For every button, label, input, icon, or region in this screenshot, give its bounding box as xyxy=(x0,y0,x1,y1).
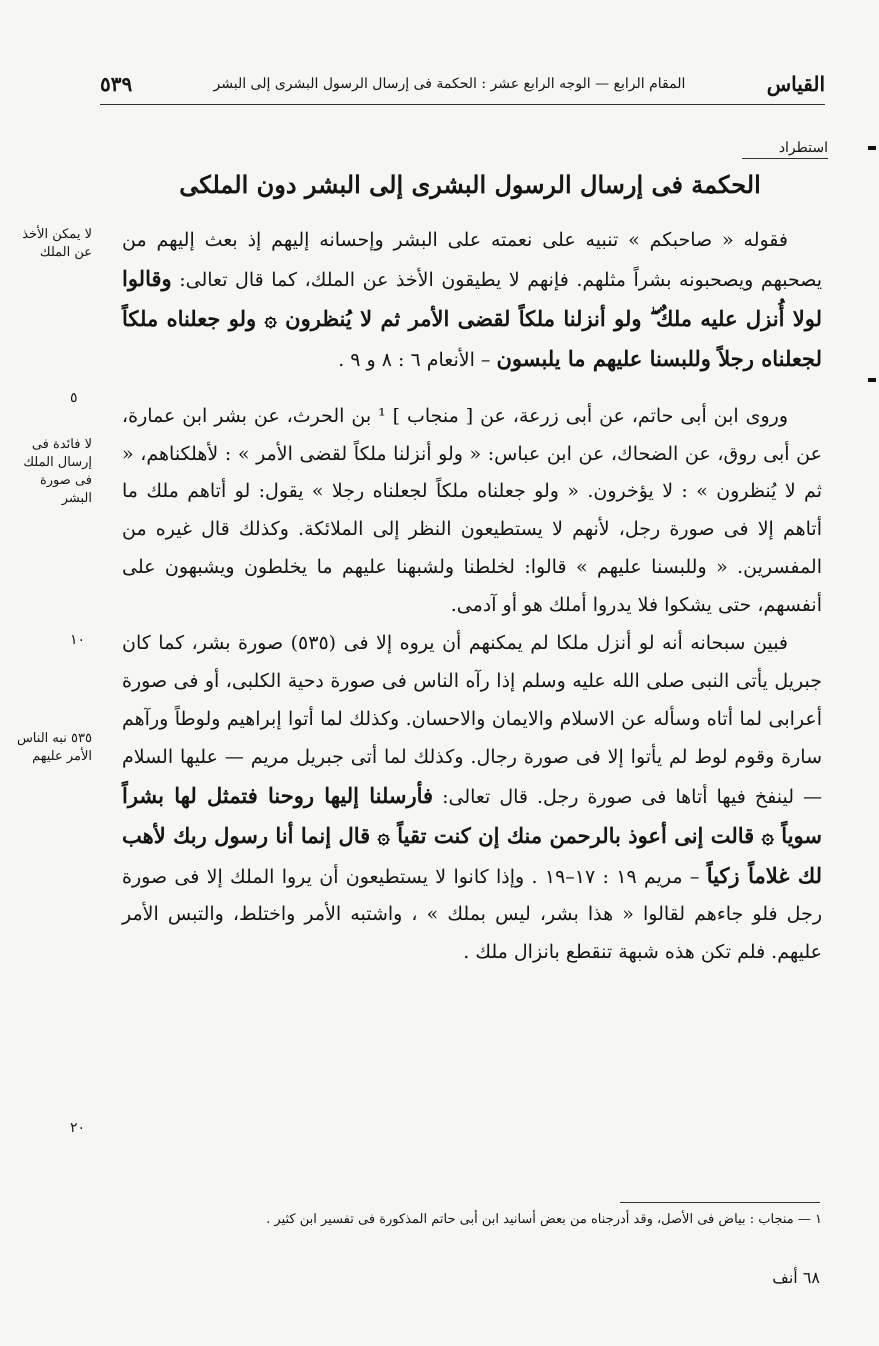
side-note-3: ٥٣٥ نبه الناس الأمر عليهم xyxy=(16,731,92,764)
paragraph-3-outro: وإذا كانوا لا يستطيعون أن يروا الملك إلا فى صورة رجل فلو جاءهم لقالوا « هذا بشر، ليس بملك » ، واشتبه الأمر واختلط، والتبس الأمر عليهم. فلم تكن هذه شبهة تنقطع بانزال ملك . xyxy=(122,865,822,964)
margin-marker xyxy=(868,146,876,150)
paragraph-3 xyxy=(122,625,822,972)
side-note-2: لا فائدة فى إرسال الملك فى صورة البشر xyxy=(23,437,92,506)
footnote-rule xyxy=(620,1202,820,1203)
paragraph-1-intro: فقوله « صاحبكم » تنبيه على نعمته على البشر وإحسانه إليهم إذ بعث إليهم من يصحبهم ويصحبونه بشراً مثلهم. فإنهم لا يطيقون الأخذ عن الملك، كما قال تعالى: xyxy=(122,229,822,291)
signature-mark: ٦٨ أنف xyxy=(772,1268,820,1287)
line-number-10: ١٠ xyxy=(70,632,86,648)
verse-reference-2: – مريم ١٩ : ١٧–١٩ . xyxy=(531,865,700,888)
footnote: ١ — منجاب : بياض فى الأصل، وقد أدرجناه من بعض أسانيد ابن أبى حاتم المذكورة فى تفسير ابن كثير . xyxy=(266,1212,822,1227)
running-header xyxy=(100,66,825,102)
body-text xyxy=(122,222,822,972)
quran-verse-1: وقالوا لولا أُنزل عليه ملكٌ ۖ ولو أنزلنا ملكاً لقضى الأمر ثم لا يُنظرون ۞ ولو جعلناه ملكاً لجعلناه رجلاً وللبسنا عليهم ما يلبسون xyxy=(122,265,822,371)
paragraph-1 xyxy=(122,222,822,380)
verse-reference-1: – الأنعام ٦ : ٨ و ٩ . xyxy=(338,348,491,371)
side-note-1: لا يمكن الأخذ عن الملك xyxy=(22,227,92,260)
paragraph-3-intro: فبين سبحانه أنه لو أنزل ملكا لم يمكنهم أن يروه إلا فى (٥٣٥) صورة بشر، كما كان جبريل يأتى النبى صلى الله عليه وسلم إذا رآه الناس فى صورة دحية الكلبى، أو فى صورة أعرابى لما أتاه وسأله عن الاسلام والايمان والاحسان. وكذلك لما أتوا إبراهيم ولوطاً ورآهم سارة وقوم لوط لم يأتوا إلا فى صورة رجال. وكذلك لما أتى جبريل مريم — عليها السلام — لينفخ فيها أتاها فى صورة رجل. قال تعالى: xyxy=(122,632,822,808)
section-title: الحكمة فى إرسال الرسول البشرى إلى البشر دون الملكى xyxy=(179,170,761,199)
section-label: استطراد xyxy=(742,140,828,159)
margin-marker xyxy=(868,378,876,382)
running-title: المقام الرابع — الوجه الرابع عشر : الحكمة فى إرسال الرسول البشرى إلى البشر xyxy=(213,76,686,92)
header-rule xyxy=(100,104,825,105)
paragraph-2 xyxy=(122,398,822,625)
paragraph-2-text: وروى ابن أبى حاتم، عن أبى زرعة، عن [ منجاب ] ¹ بن الحرث، عن بشر ابن عمارة، عن أبى روق، عن الضحاك، عن ابن عباس: « ولو أنزلنا ملكاً لقضى الأمر » : لأهلكناهم، « ثم لا يُنظرون » : لا يؤخرون. « ولو جعلناه ملكاً لجعلناه رجلا » يقول: لو أتاهم ملك ما أتاهم إلا فى صورة رجل، لأنهم لا يستطيعون النظر إلى الملائكة. وكذلك قال غيره من المفسرين. « وللبسنا عليهم » قالوا: لخلطنا ولشبهنا عليهم ما يخلطون ويشبهون على أنفسهم، حتى يشكوا فلا يدروا أملك هو أو آدمى. xyxy=(122,404,822,617)
book-title: القياس xyxy=(766,72,825,96)
page-number: ٥٣٩ xyxy=(100,72,133,96)
quran-verse-2: فأرسلنا إليها روحنا فتمثل لها بشراً سوياً ۞ قالت إنى أعوذ بالرحمن منك إن كنت تقياً ۞ قال إنما أنا رسول ربك لأهب لك غلاماً زكياً xyxy=(122,782,822,888)
line-number-20: ٢٠ xyxy=(70,1120,86,1136)
line-number-5: ٥ xyxy=(70,390,78,406)
